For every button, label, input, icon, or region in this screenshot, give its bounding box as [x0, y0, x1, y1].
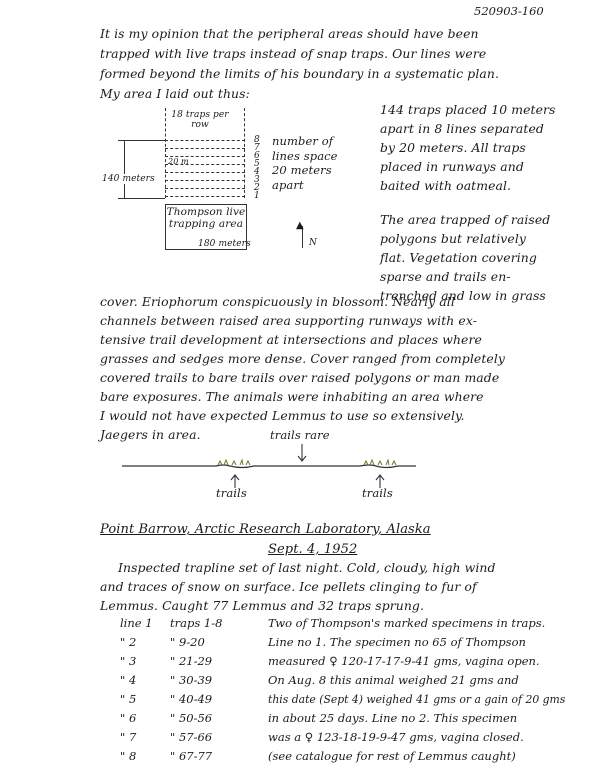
trap-line-8 [165, 140, 245, 141]
traps-cell: " 30-39 [170, 673, 213, 687]
area-description-note: flat. Vegetation covering [380, 250, 537, 265]
north-label: N [309, 238, 317, 248]
trap-placement-note: baited with oatmeal. [380, 178, 512, 193]
line-number: 6 [254, 151, 260, 161]
intro-line: My area I laid out thus: [100, 86, 250, 101]
traps-cell: traps 1-8 [170, 616, 223, 630]
traps-cell: " 40-49 [170, 692, 213, 706]
height-dimension-bottom-tick [118, 198, 165, 199]
intro-line: It is my opinion that the peripheral areas should have been [100, 26, 479, 41]
area-description-note: sparse and trails en- [380, 269, 511, 284]
width-label: 180 meters [198, 239, 251, 249]
trap-placement-note: 144 traps placed 10 meters [380, 102, 556, 117]
line-cell: " 6 [120, 711, 137, 725]
body-line: grasses and sedges more dense. Cover ranged from completely [100, 351, 505, 366]
traps-cell: " 50-56 [170, 711, 213, 725]
note-cell: (see catalogue for rest of Lemmus caught) [268, 749, 516, 763]
line-spacing-label: 20 m [168, 157, 189, 166]
line-cell: " 2 [120, 635, 137, 649]
area-description-note: The area trapped of raised [380, 212, 551, 227]
diagram-right-edge [244, 108, 245, 198]
trails-left-label: trails [216, 486, 247, 500]
line-number: 8 [254, 135, 260, 145]
trap-line-7 [165, 148, 245, 149]
line-cell: " 4 [120, 673, 137, 687]
area-description-note: trenched and low in grass [380, 288, 546, 303]
line-cell: line 1 [120, 616, 153, 630]
trap-placement-note: placed in runways and [380, 159, 524, 174]
note-cell: Two of Thompson's marked specimens in traps. [268, 616, 546, 630]
body-line: channels between raised area supporting runways with ex- [100, 313, 478, 328]
line-number: 4 [254, 167, 260, 177]
body-line: bare exposures. The animals were inhabiting an area where [100, 389, 484, 404]
trapline-paragraph-line: and traces of snow on surface. Ice pellets clinging to fur of [100, 579, 477, 594]
body-line: tensive trail development at intersections and places where [100, 332, 482, 347]
note-cell: this date (Sept 4) weighed 41 gms or a gain of 20 gms [268, 693, 566, 706]
trapline-paragraph-line: Inspected trapline set of last night. Cold, cloudy, high wind [118, 560, 496, 575]
height-dimension-top-tick [118, 140, 165, 141]
trails-right-label: trails [362, 486, 393, 500]
thompson-area-label: Thompson live trapping area [166, 206, 246, 230]
line-number: 1 [254, 191, 260, 201]
trap-placement-note: by 20 meters. All traps [380, 140, 526, 155]
note-cell: measured ♀ 120-17-17-9-41 gms, vagina open. [268, 654, 540, 668]
note-cell: On Aug. 8 this animal weighed 21 gms and [268, 673, 519, 687]
trap-line-2 [165, 188, 245, 189]
trap-placement-note: apart in 8 lines separated [380, 121, 544, 136]
line-number: 7 [254, 143, 260, 153]
intro-line: formed beyond the limits of his boundary in a systematic plan. [100, 66, 499, 81]
diagram-traps-per-row-label: 18 traps per row [171, 110, 229, 130]
note-cell: in about 25 days. Line no 2. This specimen [268, 711, 518, 725]
body-line: covered trails to bare trails over raised polygons or man made [100, 370, 500, 385]
body-line: Jaegers in area. [100, 427, 201, 442]
trap-line-1 [165, 196, 245, 197]
height-label: 140 meters [102, 174, 155, 184]
height-dimension-line [124, 140, 125, 198]
line-number: 5 [254, 159, 260, 169]
trap-line-3 [165, 180, 245, 181]
body-line: I would not have expected Lemmus to use so extensively. [100, 408, 465, 423]
location-heading: Point Barrow, Arctic Research Laboratory, Alaska [100, 522, 431, 537]
note-cell: Line no 1. The specimen no 65 of Thompson [268, 635, 526, 649]
terrain-trail-sketch [120, 428, 420, 508]
intro-line: trapped with live traps instead of snap traps. Our lines were [100, 46, 487, 61]
line-cell: " 8 [120, 749, 137, 763]
line-cell: " 3 [120, 654, 137, 668]
line-number: 3 [254, 175, 260, 185]
traps-cell: " 67-77 [170, 749, 213, 763]
area-description-note: polygons but relatively [380, 231, 526, 246]
line-cell: " 7 [120, 730, 137, 744]
traps-cell: " 9-20 [170, 635, 205, 649]
north-arrowhead-icon: ▲ [296, 220, 304, 231]
trails-rare-label: trails rare [270, 428, 330, 442]
traps-cell: " 21-29 [170, 654, 213, 668]
traps-cell: " 57-66 [170, 730, 213, 744]
diagram-left-edge [165, 108, 166, 198]
note-cell: was a ♀ 123-18-19-9-47 gms, vagina closed. [268, 730, 524, 744]
trap-line-4 [165, 172, 245, 173]
line-number: 2 [254, 183, 260, 193]
body-line: cover. Eriophorum conspicuously in blossom. Nearly all [100, 294, 455, 309]
trapline-paragraph-line: Lemmus. Caught 77 Lemmus and 32 traps sprung. [100, 598, 425, 613]
diagram-side-note: number of lines space 20 meters apart [272, 134, 338, 192]
document-id-number: 520903-160 [474, 4, 544, 18]
entry-date: Sept. 4, 1952 [268, 542, 358, 557]
line-cell: " 5 [120, 692, 137, 706]
